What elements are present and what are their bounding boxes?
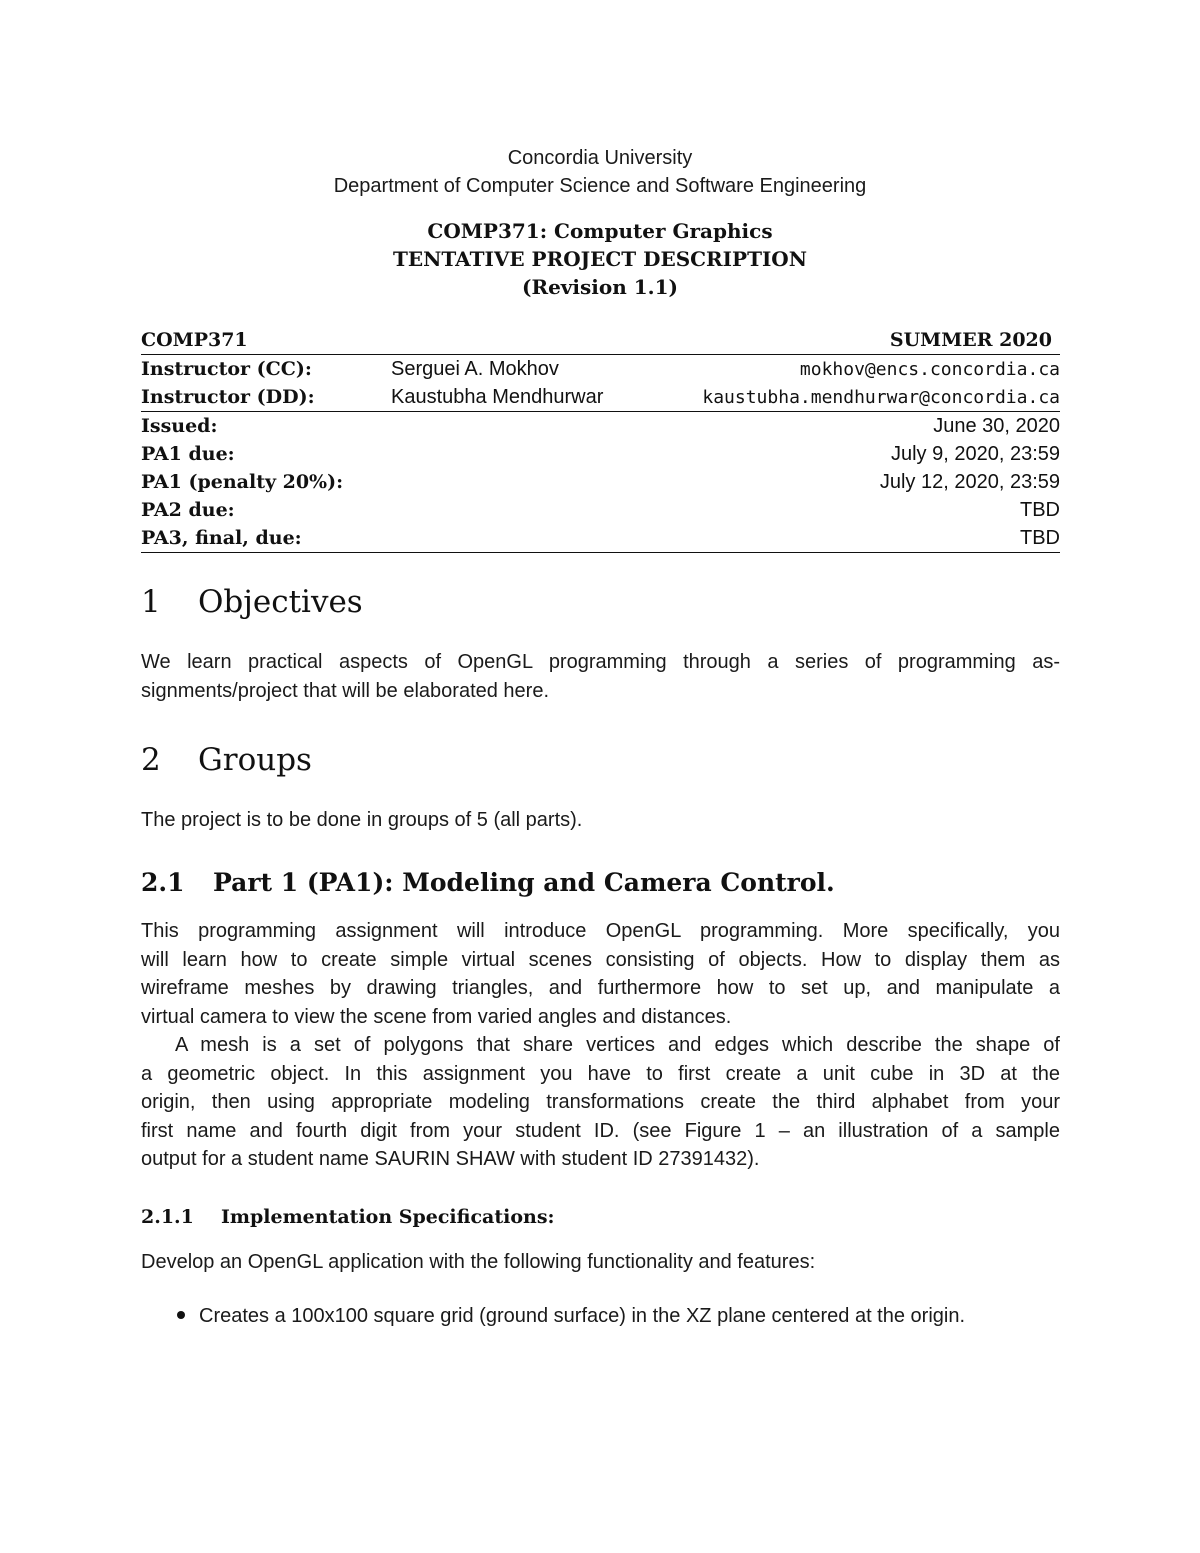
text-line: A mesh is a set of polygons that share vertices and edges which describe the shape of — [175, 1034, 1060, 1056]
groups-paragraph — [141, 806, 1060, 835]
subsubsection-number: 2.1.1 — [141, 1206, 194, 1228]
row-value: June 30, 2020 — [933, 414, 1060, 437]
text-line: output for a student name SAURIN SHAW with student ID 27391432). — [141, 1148, 760, 1170]
instructor-name: Serguei A. Mokhov — [391, 357, 559, 380]
text-line: virtual camera to view the scene from varied angles and distances. — [141, 1005, 732, 1028]
revision-label: (Revision 1.1) — [522, 275, 678, 299]
section-title: Objectives — [198, 584, 363, 620]
text-line: Develop an OpenGL application with the following functionality and features: — [141, 1251, 816, 1273]
table-row — [141, 468, 1060, 496]
section-number: 1 — [141, 584, 161, 620]
text-line: signments/project that will be elaborated here. — [141, 679, 550, 702]
section-number: 2 — [141, 742, 161, 778]
text-line: a geometric object. In this assignment you have to first create a unit cube in 3D at the — [141, 1062, 1060, 1085]
subsubsection-heading-impl — [141, 1206, 555, 1228]
document-title-block — [0, 217, 1200, 301]
instructor-email: kaustubha.mendhurwar@concordia.ca — [659, 383, 1060, 412]
row-label: PA3, final, due: — [141, 524, 391, 553]
row-label: PA1 due: — [141, 443, 235, 465]
text-line: The project is to be done in groups of 5 (all parts). — [141, 809, 583, 831]
text-line: This programming assignment will introduce OpenGL programming. More specifically, you — [141, 920, 1060, 942]
table-row — [141, 440, 1060, 468]
table-row — [141, 496, 1060, 524]
section-heading-objectives — [141, 584, 363, 620]
row-label: PA2 due: — [141, 499, 235, 521]
course-title: COMP371: Computer Graphics — [427, 219, 773, 243]
text-line: origin, then using appropriate modeling transformations create the third alphabet from your — [141, 1091, 1060, 1113]
part1-paragraph-1 — [141, 917, 1060, 1031]
section-heading-groups — [141, 742, 312, 778]
impl-intro — [141, 1248, 1060, 1277]
table-row — [141, 383, 1060, 412]
subsection-heading-part1 — [141, 868, 835, 897]
text-line: will learn how to create simple virtual scenes consisting of objects. How to display them as — [141, 948, 1060, 971]
course-info-table — [141, 326, 1060, 553]
row-label: PA1 (penalty 20%): — [141, 471, 344, 493]
objectives-paragraph — [141, 648, 1060, 705]
table-row — [141, 412, 1060, 441]
row-value: July 12, 2020, 23:59 — [879, 470, 1060, 493]
bullet-icon — [177, 1311, 185, 1319]
instructor-email: mokhov@encs.concordia.ca — [799, 358, 1060, 380]
table-header-row — [141, 326, 1060, 355]
subsection-title: Part 1 (PA1): Modeling and Camera Control. — [213, 868, 835, 897]
part1-paragraph-2 — [141, 1031, 1060, 1174]
list-item — [141, 1302, 1060, 1330]
text-line: We learn practical aspects of OpenGL programming through a series of programming as- — [141, 651, 1060, 673]
course-code: COMP371 — [141, 326, 391, 355]
table-row — [141, 524, 1060, 553]
document-title: TENTATIVE PROJECT DESCRIPTION — [392, 247, 808, 271]
list-item-text: Creates a 100x100 square grid (ground surface) in the XZ plane centered at the origin. — [199, 1305, 966, 1327]
subsection-number: 2.1 — [141, 868, 185, 897]
row-label: Instructor (DD): — [141, 383, 391, 412]
instructor-name: Kaustubha Mendhurwar — [391, 383, 659, 412]
table-row — [141, 355, 1060, 384]
row-value: TBD — [1020, 498, 1060, 521]
university-name: Concordia University — [507, 147, 693, 169]
document-header — [0, 144, 1200, 200]
row-label: Instructor (CC): — [141, 358, 312, 380]
text-line: first name and fourth digit from your student ID. (see Figure 1 – an illustration of a sample — [141, 1119, 1060, 1142]
row-value: TBD — [659, 524, 1060, 553]
section-title: Groups — [198, 742, 312, 778]
row-value: July 9, 2020, 23:59 — [890, 442, 1060, 465]
row-label: Issued: — [141, 415, 218, 437]
department-name: Department of Computer Science and Software Engineering — [333, 175, 867, 197]
text-line: wireframe meshes by drawing triangles, and furthermore how to set up, and manipulate a — [141, 977, 1060, 999]
term-label: SUMMER 2020 — [659, 326, 1060, 355]
subsubsection-title: Implementation Specifications: — [221, 1206, 555, 1228]
